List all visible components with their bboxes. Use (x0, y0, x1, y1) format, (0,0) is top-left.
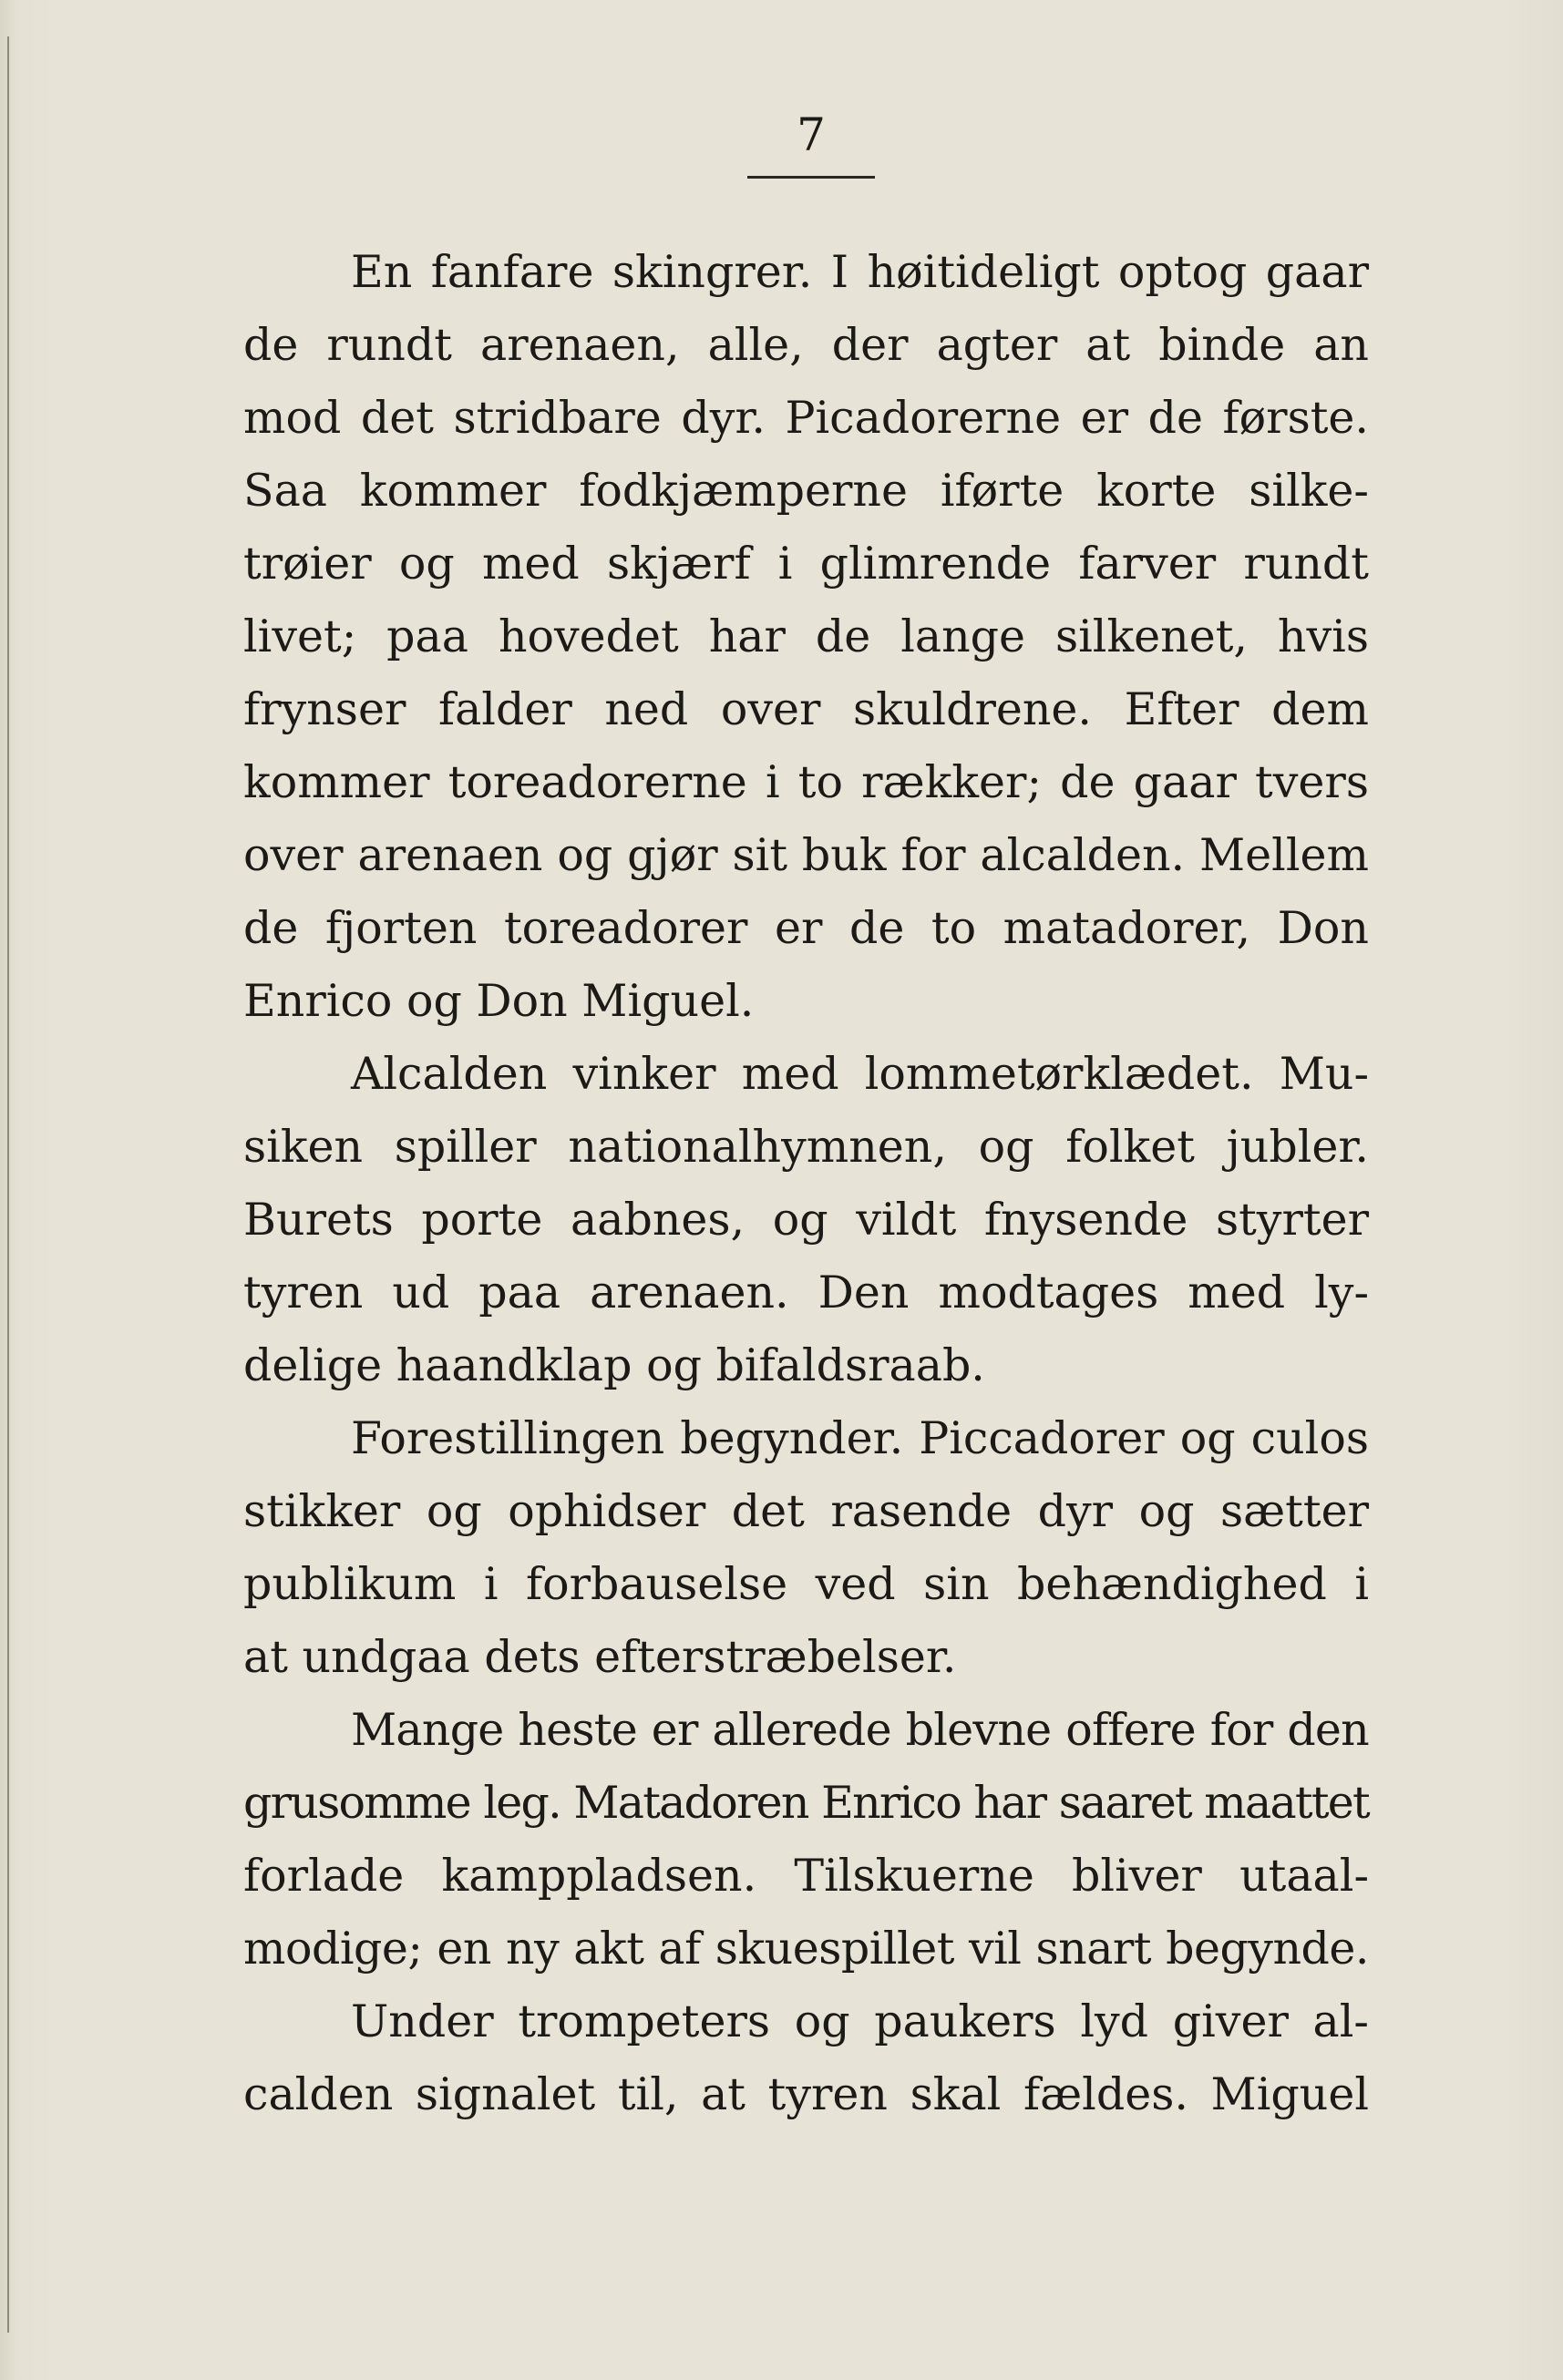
text-line: livet; paa hovedet har de lange silkenet, hvis (243, 610, 1369, 662)
text-line: de fjorten toreadorer er de to matadorer, Don (243, 902, 1369, 954)
text-line: tyren ud paa arenaen. Den modtages med ly- (243, 1267, 1369, 1318)
text-line: publikum i forbauselse ved sin behændighed i (243, 1558, 1369, 1610)
text-line: forlade kamppladsen. Tilskuerne bliver utaal- (243, 1850, 1369, 1902)
text-line: Burets porte aabnes, og vildt fnysende styrter (243, 1194, 1369, 1246)
text-line: frynser falder ned over skuldrene. Efter dem (243, 683, 1369, 735)
page-number: 7 (797, 108, 826, 161)
binding-edge (7, 36, 9, 2333)
text-line: stikker og ophidser det rasende dyr og sætter (243, 1485, 1369, 1537)
text-line: delige haandklap og bifaldsraab. (243, 1339, 985, 1391)
text-line: over arenaen og gjør sit buk for alcalden. Mellem (243, 829, 1369, 881)
text-line: modige; en ny akt af skuespillet vil snart begynde. (243, 1923, 1369, 1975)
text-line: Alcalden vinker med lommetørklædet. Mu- (351, 1048, 1369, 1100)
text-line: Saa kommer fodkjæmperne iførte korte silke- (243, 465, 1369, 517)
text-line: mod det stridbare dyr. Picadorerne er de første. (243, 392, 1369, 444)
text-line: Forestillingen begynder. Piccadorer og culos (351, 1412, 1369, 1464)
text-line: kommer toreadorerne i to rækker; de gaar tvers (243, 756, 1369, 808)
text-line: Under trompeters og paukers lyd giver al- (351, 1995, 1369, 2047)
page-number-rule (747, 176, 875, 179)
text-line: grusomme leg. Matadoren Enrico har saaret maattet (243, 1777, 1369, 1829)
text-line: siken spiller nationalhymnen, og folket jubler. (243, 1121, 1369, 1173)
text-line: de rundt arenaen, alle, der agter at binde an (243, 319, 1369, 371)
text-line: calden signalet til, at tyren skal fældes. Miguel (243, 2068, 1369, 2120)
text-line: En fanfare skingrer. I høitideligt optog gaar (351, 246, 1369, 298)
text-line: at undgaa dets efterstræbelser. (243, 1631, 957, 1683)
text-line: Mange heste er allerede blevne offere for den (351, 1704, 1369, 1756)
text-line: trøier og med skjærf i glimrende farver rundt (243, 538, 1369, 590)
text-line: Enrico og Don Miguel. (243, 975, 755, 1027)
body-text (243, 236, 1369, 2131)
